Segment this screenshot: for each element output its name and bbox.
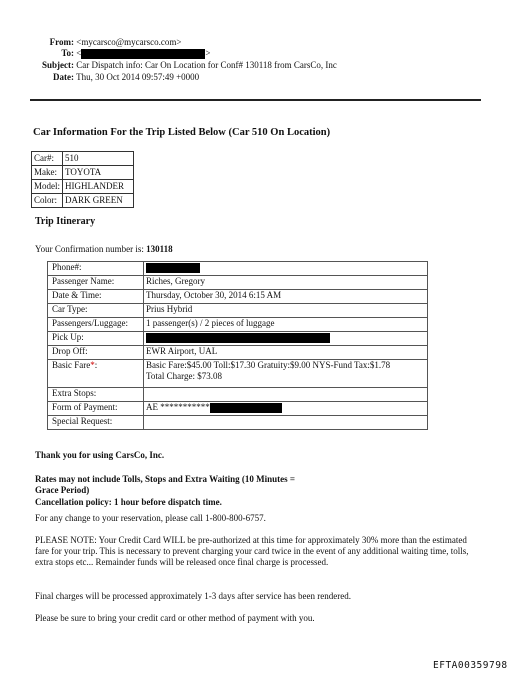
preauth-notice: PLEASE NOTE: Your Credit Card WILL be pre-authorized at this time for approximately 30% more than the estimated fare for your trip. This is necessary to prevent charging your card twice in the event of any additional waiting time, tolls, extra stops etc... Remainder funds will be released once final charge is processed. [35, 535, 469, 567]
redaction-bar [146, 263, 200, 273]
header-divider [30, 99, 481, 101]
model-label: Model: [32, 180, 63, 194]
model-value: HIGHLANDER [63, 180, 134, 194]
final-charges-notice: Final charges will be processed approximately 1-3 days after service has been rendered. [35, 591, 351, 601]
payment-reminder: Please be sure to bring your credit card or other method of payment with you. [35, 613, 315, 623]
subject-label: Subject: [42, 60, 74, 70]
datetime-value: Thursday, October 30, 2014 6:15 AM [144, 290, 428, 304]
pickup-value [144, 332, 428, 346]
itinerary-table [47, 261, 428, 430]
basic-fare-value [144, 360, 428, 388]
subject-value: Car Dispatch info: Car On Location for Conf# 130118 from CarsCo, Inc [76, 60, 337, 70]
pickup-label: Pick Up: [48, 332, 144, 346]
car-value: 510 [63, 152, 134, 166]
special-request-label: Special Request: [48, 416, 144, 430]
change-notice: For any change to your reservation, please call 1-800-800-6757. [35, 513, 266, 523]
basic-fare-label-text: Basic Fare [52, 360, 91, 370]
table-row [48, 388, 428, 402]
redaction-bar [146, 333, 330, 343]
confirmation-label: Your Confirmation number is: [35, 244, 144, 254]
phone-label: Phone#: [48, 262, 144, 276]
table-row [32, 180, 134, 194]
from-label: From: [49, 37, 74, 47]
car-info-title: Car Information For the Trip Listed Below (Car 510 On Location) [33, 127, 331, 138]
passengers-luggage-label: Passengers/Luggage: [48, 318, 144, 332]
special-request-value [144, 416, 428, 430]
table-row [48, 346, 428, 360]
dropoff-value: EWR Airport, UAL [144, 346, 428, 360]
fare-breakdown: Basic Fare:$45.00 Toll:$17.30 Gratuity:$9.00 NYS-Fund Tax:$1.78 [146, 360, 391, 370]
total-charge: Total Charge: $73.08 [146, 371, 222, 381]
payment-label: Form of Payment: [48, 402, 144, 416]
email-subject-line [0, 59, 337, 71]
confirmation-number: 130118 [146, 244, 173, 254]
passenger-value: Riches, Gregory [144, 276, 428, 290]
basic-fare-label [48, 360, 144, 388]
make-label: Make: [32, 166, 63, 180]
color-value: DARK GREEN [63, 194, 134, 208]
color-label: Color: [32, 194, 63, 208]
email-date-line [0, 71, 199, 83]
passengers-luggage-value: 1 passenger(s) / 2 pieces of luggage [144, 318, 428, 332]
document-id: EFTA00359798 [433, 660, 508, 671]
table-row [48, 262, 428, 276]
make-value: TOYOTA [63, 166, 134, 180]
table-row [48, 290, 428, 304]
cancellation-policy: Cancellation policy: 1 hour before dispatch time. [35, 497, 222, 507]
to-prefix: < [76, 48, 82, 58]
to-suffix: > [205, 48, 211, 58]
date-label: Date: [53, 72, 74, 82]
table-row [48, 416, 428, 430]
redaction-bar [81, 49, 205, 59]
car-info-table [31, 151, 134, 208]
car-type-value: Prius Hybrid [144, 304, 428, 318]
date-value: Thu, 30 Oct 2014 09:57:49 +0000 [76, 72, 200, 82]
table-row [48, 332, 428, 346]
table-row [32, 152, 134, 166]
extra-stops-label: Extra Stops: [48, 388, 144, 402]
car-label: Car#: [32, 152, 63, 166]
passenger-label: Passenger Name: [48, 276, 144, 290]
thanks-text: Thank you for using CarsCo, Inc. [35, 450, 165, 460]
dropoff-label: Drop Off: [48, 346, 144, 360]
rates-notice: Rates may not include Tolls, Stops and Extra Waiting (10 Minutes = Grace Period) [35, 474, 296, 495]
required-mark: * [90, 360, 95, 370]
payment-value [144, 402, 428, 416]
from-value: <mycarsco@mycarsco.com> [76, 37, 182, 47]
itinerary-title: Trip Itinerary [35, 216, 96, 227]
redaction-bar [210, 403, 282, 413]
table-row [48, 402, 428, 416]
confirmation-line [35, 244, 173, 254]
table-row [48, 318, 428, 332]
phone-value [144, 262, 428, 276]
extra-stops-value [144, 388, 428, 402]
table-row [48, 304, 428, 318]
email-to-line [0, 47, 210, 59]
table-row [32, 194, 134, 208]
table-row [48, 360, 428, 388]
car-type-label: Car Type: [48, 304, 144, 318]
basic-fare-colon: : [94, 360, 98, 370]
to-label: To: [61, 48, 74, 58]
payment-card: AE *********** [146, 402, 210, 412]
table-row [32, 166, 134, 180]
table-row [48, 276, 428, 290]
datetime-label: Date & Time: [48, 290, 144, 304]
